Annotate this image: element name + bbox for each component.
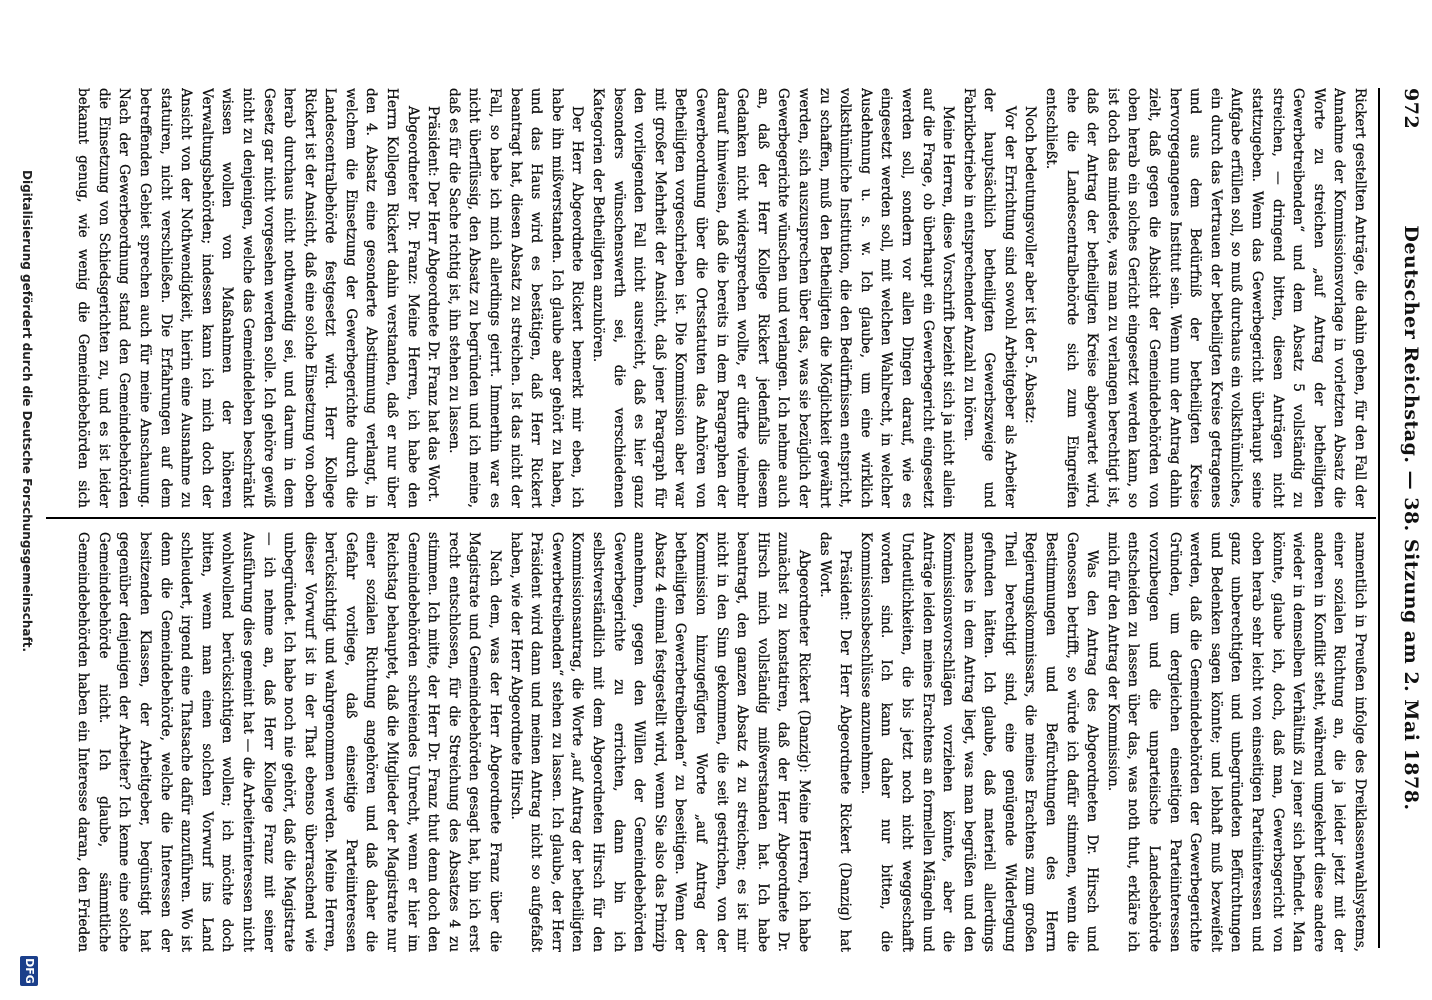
paragraph: namentlich in Preußen infolge des Dreiklassenwahlsystems, einer sozialen Richtung an, die ja leider jetzt mit der anderen in Konflikt steht, während umgekehrt diese andere wieder in demselben Verhältniß zu jener sich befindet. Man könnte, glaube ich, doch, daß man, Gewerbsgericht von oben herab sehr leicht von einseitigen Parteiinteressen und ganz unberechtigten und unbegründeten Befürchtungen und Bedenken sagen könnte; und lebhaft muß bezweifelt werden, daß die Gemeindebehörden der Gewerbegerichte Gründen, um dergleichen einseitigen Parteiinteressen vorzubeugen und die unparteiische Landesbehörde entscheiden zu lassen über das, was noth thut, erkläre ich mich für den Antrag der Kommission.: [1104, 532, 1368, 952]
dfg-logo-icon: [20, 956, 38, 986]
right-column: [70, 532, 1370, 952]
left-column: [70, 88, 1370, 508]
digitization-credit: Digitalisierung gefördert durch die Deutsche Forschungsgemeinschaft.: [20, 170, 34, 653]
paragraph: Nach dem, was der Herr Abgeordnete Franz über die Magistrate und Gemeindebehörden gesagt hat, bin ich erst recht entschlossen, für die Streichung des Absatzes 4 zu stimmen. Ich mitte, der Herr Dr. Franz thut denn doch den Gemeindebehörden schreiendes Unrecht, wenn er hier im Reichstag behauptet, daß die Mitglieder der Magistrate nur einer sozialen Richtung angehören und daß daher die Gefahr vorliege, daß einseitige Parteiinteressen berücksichtigt und wahrgenommen werden. Meine Herren, dieser Vorwurf ist in der That ebenso überraschend wie unbegründet. Ich habe noch nie gehört, daß die Magistrate — ich nehme an, daß Herr Kollege Franz mit seiner Ausführung dies gemeint hat — die Arbeiterinteressen nicht wohlwollend berücksichtigen wollen; ich möchte doch bitten, wenn man einen solchen Vorwurf ins Land schleudert, irgend eine Thatsache dafür anzuführen. Wo ist denn die Gemeindebehörde, welche die Interessen der besitzenden Klassen, der Arbeitgeber, begünstigt hat gegenüber denjenigen der Arbeiter? Ich kenne eine solche Gemeindebehörde nicht. Ich glaube, sämmtliche Gemeindebehörden haben ein Interesse daran, den Frieden: [75, 532, 504, 952]
speaker-paragraph: Abgeordneter Rickert (Danzig): Meine Herren, ich habe zunächst zu konstatiren, daß der Herr Abgeordnete Dr. Hirsch mich vollständig mißverstanden hat. Ich habe beantragt, den ganzen Absatz 4 zu streichen; es ist mir nicht in den Sinn gekommen, die seit gestrichen, von der Kommission hinzugefügten Worte „auf Antrag der betheiligten Gewerbetreibenden“ zu beseitigen. Wenn der Absatz 4 einmal festgestellt wird, wenn Sie also das Prinzip annehmen, gegen den Willen der Gemeindebehörden Gewerbegerichte zu errichten, dann bin ich selbstverständlich mit dem Abgeordneten Hirsch für den Kommissionsantrag, die Worte „auf Antrag der betheiligten Gewerbetreibenden“ stehen zu lassen. Ich glaube, der Herr Präsident wird dann und meinen Antrag nicht so aufgefaßt haben, wie der Herr Abgeordnete Hirsch.: [507, 532, 812, 952]
speaker-paragraph: Präsident: Der Herr Abgeordnete Rickert (Danzig) hat das Wort.: [816, 532, 854, 952]
page-footer: [2, 0, 42, 1000]
column-divider: [46, 517, 1376, 519]
page-header: [1380, 88, 1422, 948]
running-title: Deutscher Reichstag. — 38. Sitzung am 2. Mai 1878.: [1400, 225, 1422, 811]
speaker-paragraph: Präsident: Der Herr Abgeordnete Dr. Franz hat das Wort.: [425, 106, 442, 503]
paragraph: Vor der Errichtung sind sowohl Arbeitgeber als Arbeiter der hauptsächlich betheiligten Gewerbszweige und Fabrikbetriebe in entsprechender Anzahl zu hören.: [960, 88, 1018, 508]
paragraph: Meine Herren, diese Vorschrift bezieht sich ja nicht allein auf die Frage, ob überhaupt ein Gewerbegericht eingesetzt werden soll, sondern vor allen Dingen darauf, wie es eingesetzt werden soll, mit welchen Wahlrecht, in welcher Ausdehnung u. s. w. Ich glaube, um eine wirklich volksthümliche Institution, die den Bedürfnissen entspricht, zu schaffen, muß den Betheiligten die Möglichkeit gewährt werden, sich auszusprechen über das, was sie bezüglich der Gewerbegerichte wünschen und verlangen. Ich nehme auch an, daß der Herr Kollege Rickert jedenfalls diesem Gedanken nicht widersprechen wollte, er dürfte vielmehr darauf hinweisen, daß die bereits in dem Paragraphen der Gewerbeordnung über die Ortsstatuten das Anhören von Betheiligten vorgeschrieben ist. Die Kommission aber war mit großer Mehrheit der Ansicht, daß jener Paragraph für den vorliegenden Fall nicht ausreicht, daß es hier ganz besonders wünschenswerth sei, die verschiedenen Kategorien der Betheiligten anzuhören.: [590, 88, 957, 508]
speaker-paragraph: Abgeordneter Dr. Franz: Meine Herren, ich habe den Herrn Kollegen Rickert dahin verstanden, daß er nur über den 4. Absatz eine gesonderte Abstimmung verlangt, in welchem die Einsetzung der Gewerbegerichte durch die Landescentralbehörde festgesetzt wird. Herr Kollege Rickert ist der Ansicht, daß eine solche Einsetzung von oben herab durchaus nicht nothwendig sei, und darum in dem Gesetz gar nicht vorgesehen werden solle. Ich gehöre gewiß nicht zu denjenigen, welche das Gemeindeleben beschränkt wissen wollen von Maßnahmen der höheren Verwaltungsbehörden; indessen kann ich mich doch der Ansicht von der Nothwendigkeit, hierin eine Ausnahme zu statuiren, nicht verschließen. Die Erfahrungen auf dem betreffenden Gebiet sprechen auch für meine Anschauung. Nach der Gewerbeordnung stand den Gemeindebehörden die Einsetzung von Schiedsgerichten zu, und es ist leider bekannt genug, wie wenig die Gemeindebehörden sich: [75, 88, 421, 508]
paragraph: Rickert gestellten Anträge, die dahin gehen, für den Fall der Annahme der Kommissionsvorlage in vorletzten Absatz die Worte zu streichen „auf Antrag der betheiligten Gewerbetreibenden“ und dem Absatz 5 vollständig zu streichen, — dringend bitten, diesen Anträgen nicht stattzugeben. Wenn das Gewerbegericht überhaupt seine Aufgabe erfüllen soll, so muß durchaus ein volksthümliches, ein durch das Vertrauen der betheiligten Kreise getragenes und aus dem Bedürfniß der betheiligten Kreise hervorgegangenes Institut sein. Wenn nun der Antrag dahin zielt, daß gegen die Absicht der Gemeindebehörden von oben herab ein solches Gericht eingesetzt werden kann, so ist doch das mindeste, was man zu verlangen berechtigt ist, daß der Antrag der betheiligten Kreise abgewartet wird, ehe die Landescentralbehörde sich zum Eingreifen entschließt.: [1043, 88, 1368, 508]
dfg-logo-text: DFG: [23, 958, 36, 984]
paragraph: Was den Antrag des Abgeordneten Dr. Hirsch und Genossen betrifft, so würde ich dafür stimmen, wenn die Bestimmungen und Befürchtungen des Herrn Regierungskommissars, die meines Erachtens zum großen Theil berechtigt sind, eine genügende Widerlegung gefunden hätten. Ich glaube, daß materiell allerdings manches in dem Antrag liegt, was man begrüßen und den Kommissionsvorschlägen vorziehen könnte, aber die Anträge leiden meines Erachtens an formellen Mängeln und Undeutlichkeiten, die bis jetzt noch nicht weggeschafft worden sind. Ich kann daher nur bitten, die Kommissionsbeschlüsse anzunehmen.: [857, 532, 1101, 952]
paragraph: Noch bedeutungsvoller aber ist der 5. Absatz:: [1022, 106, 1039, 424]
paragraph: Der Herr Abgeordnete Rickert bemerkt mir eben, ich habe ihn mißverstanden. Ich glaube aber gehört zu haben, und das Haus wird es bestätigen, daß Herr Rickert beantragt hat, diesen Absatz zu streichen. Ist das nicht der Fall, so habe ich mich allerdings geirrt. Immerhin war es nicht überflüssig, den Absatz zu begründen und ich meine, daß es für die Sache richtig ist, ihn stehen zu lassen.: [445, 88, 586, 508]
page-number: 972: [1400, 88, 1422, 130]
header-rule: [1378, 88, 1380, 948]
